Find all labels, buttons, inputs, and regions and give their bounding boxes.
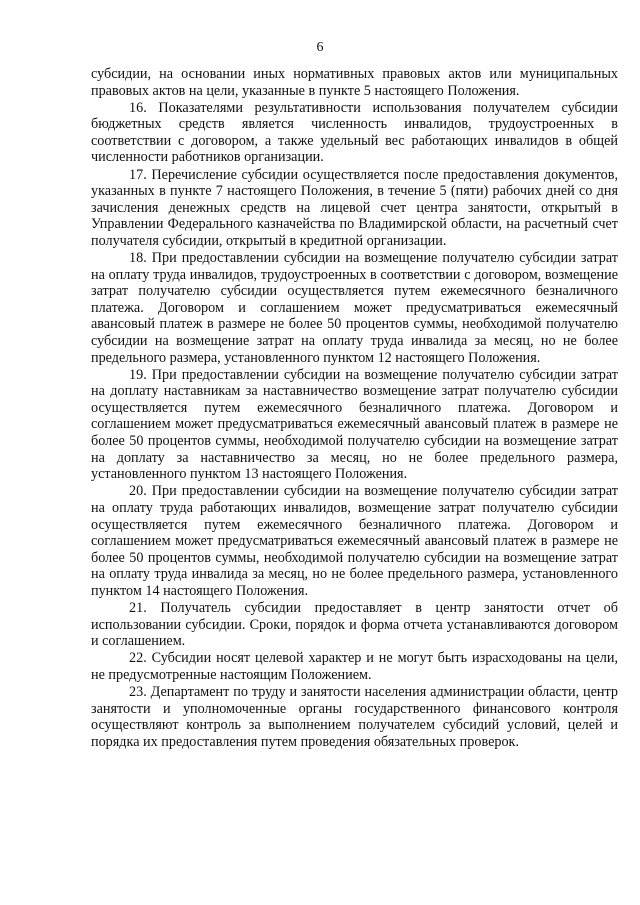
paragraph-21: 21. Получатель субсидии предоставляет в центр занятости отчет об использовании субсидии. Сроки, порядок и форма отчета устанавливаются договором и соглашением. <box>91 600 618 650</box>
paragraph-19: 19. При предоставлении субсидии на возмещение получателю субсидии затрат на доплату наставникам за наставничество возмещение затрат получателю субсидии осуществляется путем ежемесячного безналичного платежа. Договором и соглашением может предусматриваться ежемесячный авансовый платеж в размере не более 50 процентов суммы, необходимой получателю субсидии на возмещение затрат на доплату за наставничество за месяц, но не более предельного размера, установленного пунктом 13 настоящего Положения. <box>91 366 618 483</box>
paragraph-18: 18. При предоставлении субсидии на возмещение получателю субсидии затрат на оплату труда инвалидов, трудоустроенных в соответствии с договором, возмещение затрат получателю субсидии осуществляется путем ежемесячного безналичного платежа. Договором и соглашением может предусматриваться ежемесячный авансовый платеж в размере не более 50 процентов суммы, необходимой получателю субсидии на возмещение затрат на оплату труда инвалида за месяц, но не более предельного размера, установленного пунктом 12 настоящего Положения. <box>91 250 618 366</box>
paragraph-17: 17. Перечисление субсидии осуществляется после предоставления документов, указанных в пункте 7 настоящего Положения, в течение 5 (пяти) рабочих дней со дня зачисления денежных средств на лицевой счет центра занятости, открытый в Управлении Федерального казначейства по Владимирской области, на расчетный счет получателя субсидии, открытый в кредитной организации. <box>91 166 618 249</box>
document-body <box>91 66 618 751</box>
paragraph-23: 23. Департамент по труду и занятости населения администрации области, центр занятости и уполномоченные органы государственного финансового контроля осуществляют контроль за выполнением получателем субсидий условий, целей и порядка их предоставления путем проведения обязательных проверок. <box>91 683 618 750</box>
paragraph-continuation: субсидии, на основании иных нормативных правовых актов или муниципальных правовых актов на цели, указанные в пункте 5 настоящего Положения. <box>91 66 618 99</box>
page-number: 6 <box>316 40 324 55</box>
paragraph-16: 16. Показателями результативности использования получателем субсидии бюджетных средств является численность инвалидов, трудоустроенных в соответствии с договором, а также удельный вес работающих инвалидов в общей численности работников организации. <box>91 99 618 166</box>
paragraph-20: 20. При предоставлении субсидии на возмещение получателю субсидии затрат на оплату труда работающих инвалидов, возмещение затрат получателю субсидии осуществляется путем ежемесячного безналичного платежа. Договором и соглашением может предусматриваться ежемесячный авансовый платеж в размере не более 50 процентов суммы, необходимой получателю субсидии на возмещение затрат на оплату труда инвалида за месяц, но не более предельного размера, установленного пунктом 14 настоящего Положения. <box>91 483 618 599</box>
paragraph-22: 22. Субсидии носят целевой характер и не могут быть израсходованы на цели, не предусмотренные настоящим Положением. <box>91 650 618 683</box>
